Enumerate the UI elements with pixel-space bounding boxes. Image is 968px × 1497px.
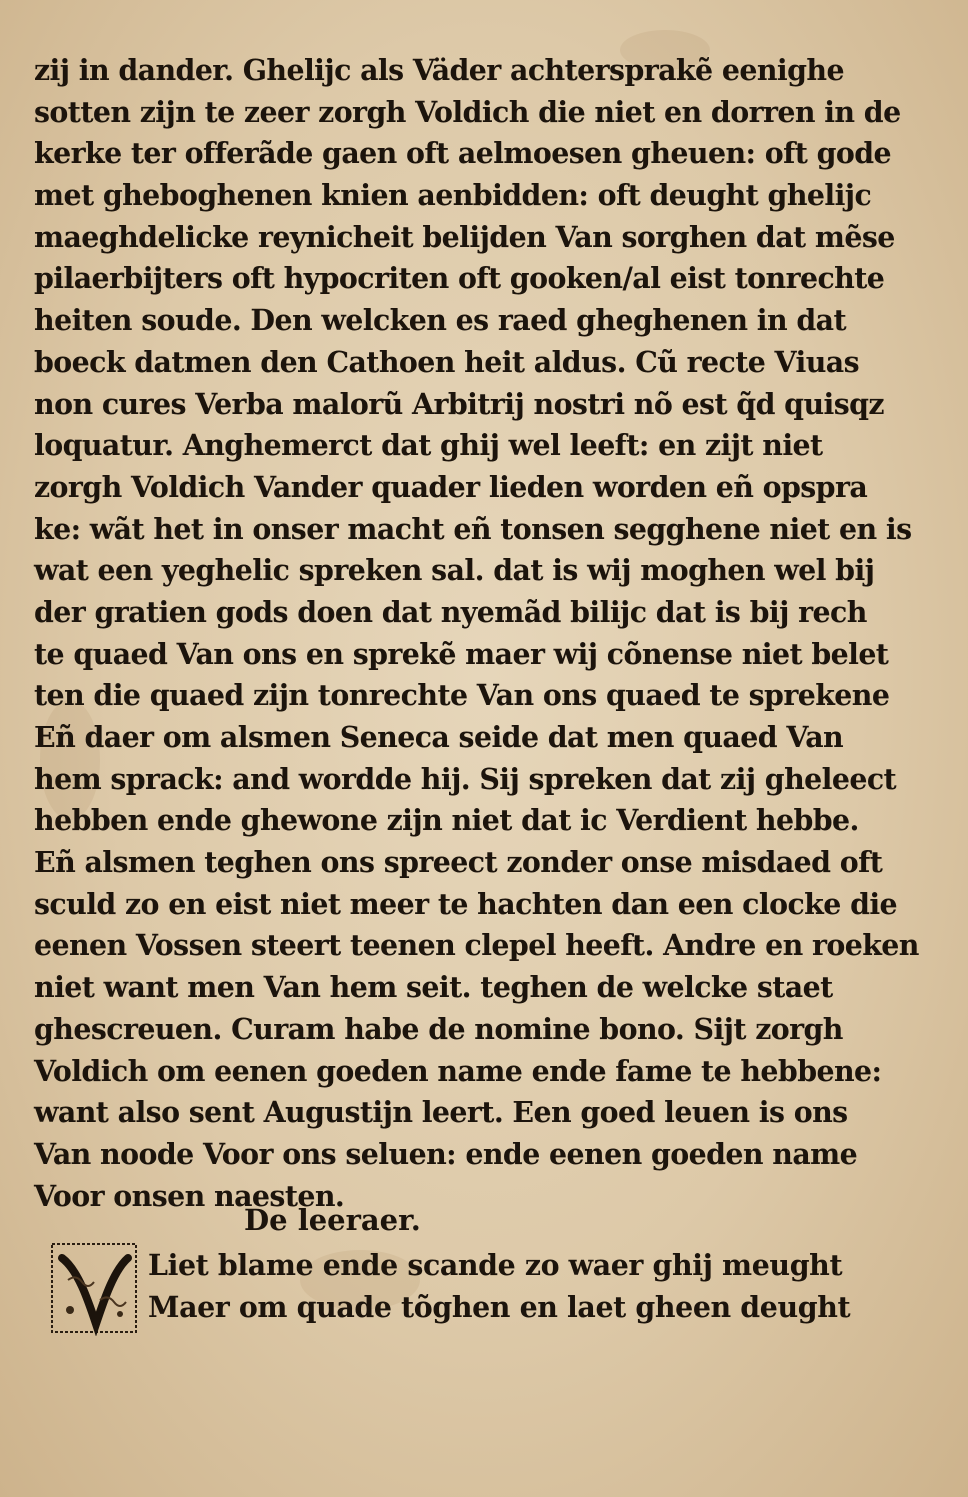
verse-block	[148, 1245, 865, 1328]
text-line: wat een yeghelic spreken sal. dat is wij moghen wel bij	[34, 553, 875, 588]
text-line: zorgh Voldich Vander quader lieden worden eñ opspra	[34, 469, 868, 504]
text-line: ghescreuen. Curam habe de nomine bono. Sijt zorgh	[34, 1011, 843, 1046]
text-line: kerke ter offerãde gaen oft aelmoesen gheuen: oft gode	[34, 136, 892, 171]
text-line: Eñ alsmen teghen ons spreect zonder onse misdaed oft	[34, 845, 883, 880]
text-line: sculd zo en eist niet meer te hachten dan een clocke die	[34, 886, 898, 921]
text-line: met gheboghenen knien aenbidden: oft deught ghelijc	[34, 178, 872, 213]
text-line: niet want men Van hem seit. teghen de welcke staet	[34, 970, 833, 1005]
text-line: non cures Verba malorũ Arbitrij nostri nõ est q̃d quisqz	[34, 386, 884, 421]
text-line: Van noode Voor ons seluen: ende eenen goeden name	[34, 1136, 858, 1171]
text-line: der gratien gods doen dat nyemãd bilijc dat is bij rech	[34, 594, 867, 629]
text-line: hem sprack: and wordde hij. Sij spreken dat zij gheleect	[34, 761, 897, 796]
text-line: want also sent Augustijn leert. Een goed leuen is ons	[34, 1095, 848, 1130]
text-line: Voldich om eenen goeden name ende fame te hebbene:	[34, 1053, 882, 1088]
body-text	[34, 50, 934, 1217]
verse-line: Liet blame ende scande zo waer ghij meught	[148, 1248, 843, 1282]
text-line: ke: wãt het in onser macht eñ tonsen segghene niet en is	[34, 511, 912, 546]
text-line: heiten soude. Den welcken es raed gheghenen in dat	[34, 303, 847, 338]
text-line: ten die quaed zijn tonrechte Van ons quaed te sprekene	[34, 678, 890, 713]
text-line: Voor onsen naesten.	[34, 1178, 345, 1213]
text-line: hebben ende ghewone zijn niet dat ic Verdient hebbe.	[34, 803, 859, 838]
verse-line: Maer om quade tõghen en laet gheen deught	[148, 1289, 851, 1324]
decorated-initial-icon	[48, 1240, 140, 1336]
text-line: pilaerbijters oft hypocriten oft gooken/al eist tonrechte	[34, 261, 885, 296]
text-line: loquatur. Anghemerct dat ghij wel leeft: en zijt niet	[34, 428, 823, 463]
section-heading: De leeraer.	[244, 1203, 421, 1237]
text-line: zij in dander. Ghelijc als Väder achtersprakẽ eenighe	[34, 53, 844, 87]
text-line: eenen Vossen steert teenen clepel heeft. Andre en roeken	[34, 928, 919, 963]
text-line: boeck datmen den Cathoen heit aldus. Cũ recte Viuas	[34, 344, 860, 379]
text-line: te quaed Van ons en sprekẽ maer wij cõnense niet belet	[34, 636, 889, 671]
text-line: Eñ daer om alsmen Seneca seide dat men quaed Van	[34, 720, 844, 754]
text-line: sotten zijn te zeer zorgh Voldich die niet en dorren in de	[34, 94, 901, 129]
text-line: maeghdelicke reynicheit belijden Van sorghen dat mẽse	[34, 219, 895, 254]
